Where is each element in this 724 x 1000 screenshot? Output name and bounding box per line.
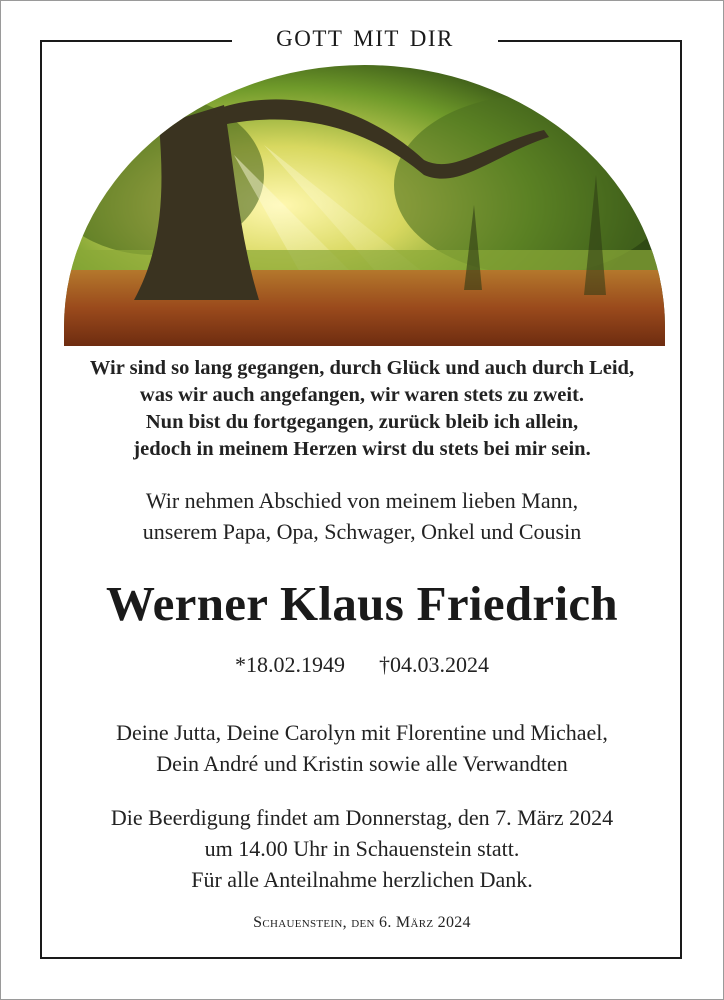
tree-photo [64,65,665,346]
frame-top-line-right [498,40,682,42]
poem-line: Nun bist du fortgegangen, zurück bleib ich allein, [145,411,579,433]
funeral-line: um 14.00 Uhr in Schauenstein statt. [204,836,520,861]
notice-heading: GOTT MIT DIR [276,26,454,51]
farewell-text [40,485,684,547]
farewell-line: unserem Papa, Opa, Schwager, Onkel und Cousin [142,519,582,544]
death-date: †04.03.2024 [379,652,489,677]
birth-date: *18.02.1949 [235,652,345,677]
place-and-date: Schauenstein, den 6. März 2024 [253,914,471,931]
mourners-line: Deine Jutta, Deine Carolyn mit Florentine und Michael, [116,720,608,745]
mourners-line: Dein André und Kristin sowie alle Verwandten [156,751,568,776]
poem-line: was wir auch angefangen, wir waren stets zu zweit. [139,384,585,406]
frame-top-line-left [40,40,232,42]
life-dates [40,650,684,680]
funeral-info [40,802,684,895]
poem-line: Wir sind so lang gegangen, durch Glück und auch durch Leid, [89,357,635,379]
poem [40,355,684,463]
mourners [40,717,684,779]
funeral-line: Die Beerdigung findet am Donnerstag, den 7. März 2024 [110,805,614,830]
poem-line: jedoch in meinem Herzen wirst du stets bei mir sein. [133,438,591,460]
deceased-name: Werner Klaus Friedrich [106,576,618,631]
farewell-line: Wir nehmen Abschied von meinem lieben Mann, [145,488,579,513]
funeral-line: Für alle Anteilnahme herzlichen Dank. [191,867,533,892]
